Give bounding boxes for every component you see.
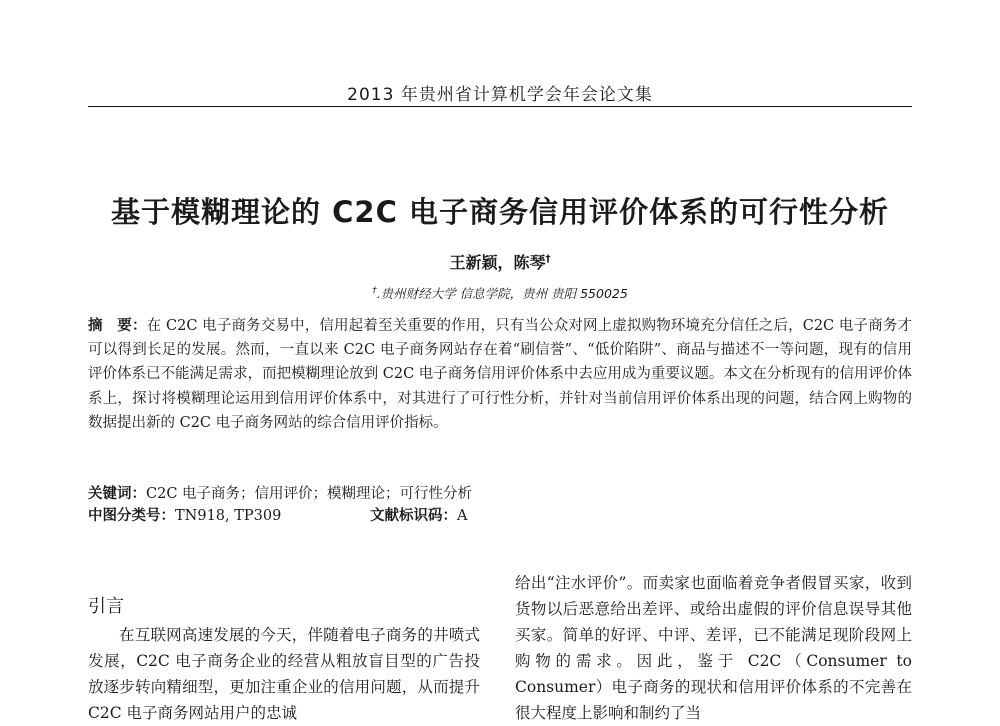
header-rule	[88, 106, 912, 107]
document-code	[370, 505, 467, 527]
classification-label: 中图分类号：	[88, 508, 175, 524]
affiliation-text: .贵州财经大学 信息学院，贵州 贵阳 550025	[376, 286, 628, 301]
running-header: 2013 年贵州省计算机学会年会论文集	[347, 85, 653, 105]
document-code-value: A	[457, 508, 468, 524]
keywords-label: 关键词：	[88, 486, 146, 502]
body-right-column: 给出“注水评价”。而卖家也面临着竞争者假冒买家，收到货物以后恶意给出差评、或给出虚假的评价信息误导其他买家。简单的好评、中评、差评，已不能满足现阶段网上购物的需求。因此，鉴于 C2C（Consumer to Consumer）电子商务的现状和信用评价体系的不完善在很大程度上影响和制约了当	[515, 574, 912, 722]
body-left-column: 在互联网高速发展的今天，伴随着电子商务的井喷式发展，C2C 电子商务企业的经营从粗放盲目型的广告投放逐步转向精细型，更加注重企业的信用问题，从而提升 C2C 电子商务网站用户的忠诚	[88, 626, 480, 722]
author-names: 王新颖，陈琴	[449, 253, 546, 272]
abstract	[88, 314, 912, 435]
abstract-text: 在 C2C 电子商务交易中，信用起着至关重要的作用，只有当公众对网上虚拟购物环境充分信任之后，C2C 电子商务才可以得到长足的发展。然而，一直以来 C2C 电子商务网站存在着“刷信誉”、“低价陷阱”、商品与描述不一等问题，现有的信用评价体系已不能满足需求，而把模糊理论放到 C2C 电子商务信用评价体系中去应用成为重要议题。本文在分析现有的信用评价体系上，探讨将模糊理论运用到信用评价体系中，对其进行了可行性分析，并针对当前信用评价体系出现的问题，结合网上购物的数据提出新的 C2C 电子商务网站的综合信用评价指标。	[88, 318, 912, 431]
abstract-label: 摘 要：	[88, 318, 147, 334]
author-mark: †	[545, 253, 551, 265]
classification-value: TN918, TP309	[175, 508, 282, 524]
paper-title: 基于模糊理论的 C2C 电子商务信用评价体系的可行性分析	[111, 195, 889, 229]
affiliation-mark: †	[372, 285, 377, 296]
classification	[88, 505, 912, 527]
authors	[0, 250, 1000, 273]
keywords-text: C2C 电子商务；信用评价；模糊理论；可行性分析	[146, 486, 473, 502]
document-code-label: 文献标识码：	[370, 508, 457, 524]
section-heading-introduction: 引言	[88, 596, 124, 617]
affiliation	[0, 284, 1000, 302]
keywords	[88, 483, 912, 505]
